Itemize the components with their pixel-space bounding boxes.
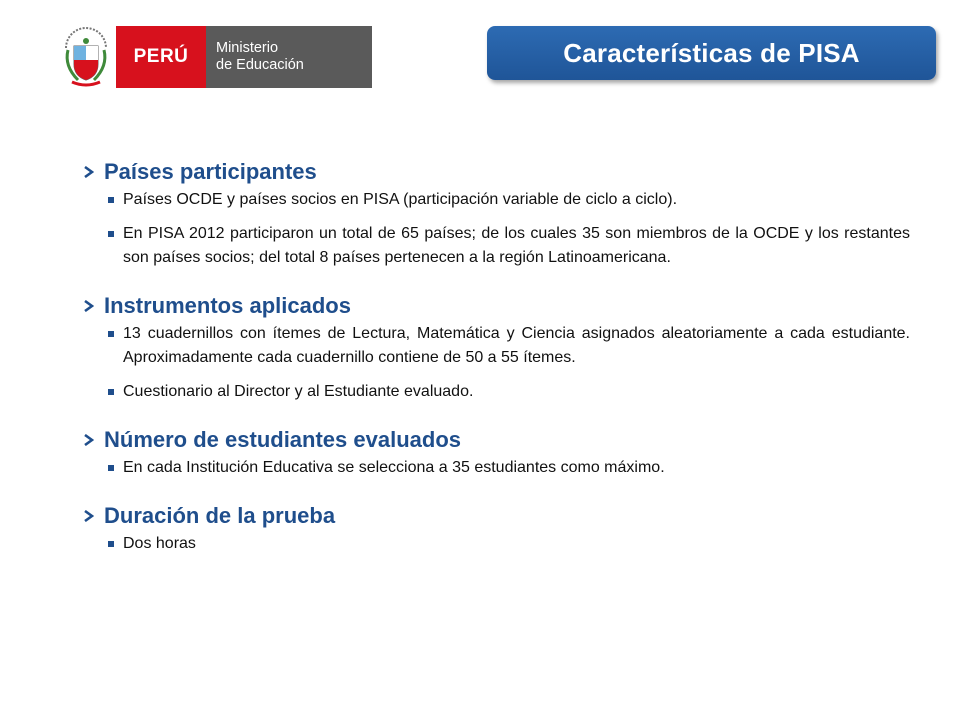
slide-content: [80, 156, 910, 576]
section-title: Países participantes: [104, 159, 317, 184]
list-item-text: En cada Institución Educativa se selecciona a 35 estudiantes como máximo.: [123, 459, 665, 476]
list-item: [108, 532, 910, 556]
arrow-bullet-icon: [84, 510, 94, 522]
list-item-text: Dos horas: [123, 535, 196, 552]
list-item-text: Cuestionario al Director y al Estudiante evaluado.: [123, 383, 474, 400]
square-bullet-icon: [108, 541, 114, 547]
list-item: [108, 456, 910, 480]
square-bullet-icon: [108, 465, 114, 471]
section-duracion: [80, 500, 910, 556]
list-item: [108, 188, 910, 212]
section-title: Instrumentos aplicados: [104, 293, 351, 318]
title-banner: [487, 26, 936, 80]
list-item-text: En PISA 2012 participaron un total de 65 países; de los cuales 35 son miembros de la OCDE y los restantes son países socios; del total 8 países pertenecen a la región Latinoamericana.: [123, 225, 910, 266]
square-bullet-icon: [108, 231, 114, 237]
bullet-list: [80, 188, 910, 270]
bullet-list: [80, 456, 910, 480]
page-title: Características de PISA: [563, 37, 860, 68]
bullet-list: [80, 532, 910, 556]
section-heading: [80, 500, 910, 532]
arrow-bullet-icon: [84, 166, 94, 178]
bullet-list: [80, 322, 910, 404]
section-title: Número de estudiantes evaluados: [104, 427, 461, 452]
list-item-text: Países OCDE y países socios en PISA (participación variable de ciclo a ciclo).: [123, 191, 678, 208]
peru-coat-of-arms-icon: [58, 26, 114, 88]
ministry-label: [206, 26, 372, 88]
ministry-line-1: Ministerio: [216, 40, 279, 56]
list-item: [108, 322, 910, 370]
section-heading: [80, 156, 910, 188]
section-numero: [80, 424, 910, 480]
section-heading: [80, 290, 910, 322]
list-item-text: 13 cuadernillos con ítemes de Lectura, Matemática y Ciencia asignados aleatoriamente a cada estudiante. Aproximadamente cada cuadernillo contiene de 50 a 55 ítemes.: [123, 325, 910, 366]
country-text: PERÚ: [133, 46, 189, 67]
square-bullet-icon: [108, 389, 114, 395]
list-item: [108, 222, 910, 270]
peru-label: [116, 26, 206, 88]
ministry-logo: [58, 26, 372, 88]
square-bullet-icon: [108, 197, 114, 203]
section-heading: [80, 424, 910, 456]
ministry-line-2: de Educación: [216, 57, 304, 73]
section-instrumentos: [80, 290, 910, 404]
arrow-bullet-icon: [84, 300, 94, 312]
square-bullet-icon: [108, 331, 114, 337]
section-title: Duración de la prueba: [104, 503, 336, 528]
list-item: [108, 380, 910, 404]
arrow-bullet-icon: [84, 434, 94, 446]
section-paises: [80, 156, 910, 270]
